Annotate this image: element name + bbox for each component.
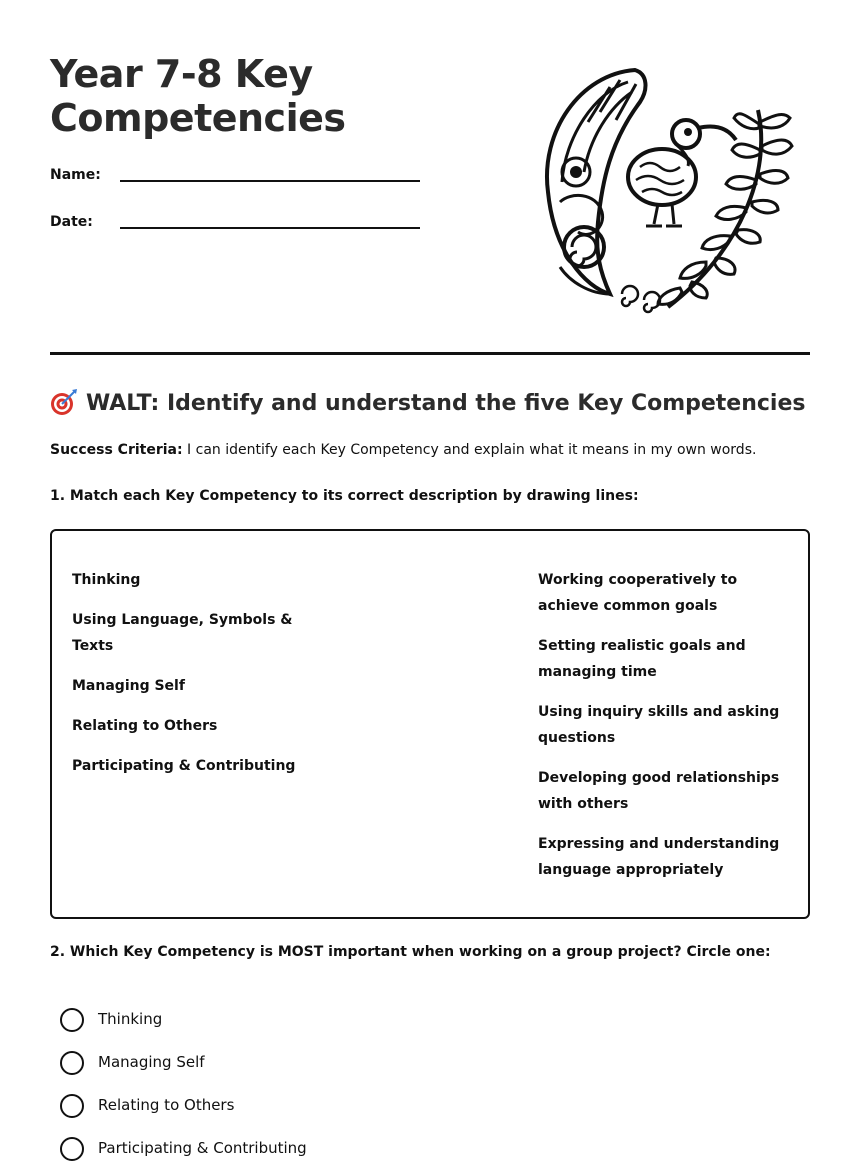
competency-item[interactable]: Participating & Contributing [72,758,296,774]
competency-item[interactable]: Managing Self [72,678,185,694]
radio-circle-icon[interactable] [60,1008,84,1032]
description-column [538,567,788,897]
success-criteria [50,440,756,460]
worksheet-page [50,0,810,1157]
competency-column [72,567,312,793]
page-title [50,52,346,140]
title-line-2: Competencies [50,96,346,140]
option-label: Thinking [98,1010,163,1028]
option-label: Participating & Contributing [98,1139,307,1157]
walt-heading [50,388,806,420]
matching-box [50,529,810,919]
success-criteria-text: I can identify each Key Competency and explain what it means in my own words. [182,442,757,458]
radio-circle-icon[interactable] [60,1051,84,1075]
maori-kiwi-fern-emblem-icon [540,62,800,318]
description-item[interactable]: Expressing and understanding language appropriately [538,836,780,878]
name-line[interactable] [120,180,420,182]
date-field[interactable] [50,213,420,237]
walt-text: WALT: Identify and understand the five Key Competencies [86,391,806,416]
description-item[interactable]: Working cooperatively to achieve common goals [538,572,738,614]
competency-item[interactable]: Thinking [72,572,141,588]
competency-item[interactable]: Relating to Others [72,718,218,734]
title-line-1: Year 7-8 Key [50,52,313,96]
description-item[interactable]: Developing good relationships with others [538,770,780,812]
competency-item[interactable]: Using Language, Symbols & Texts [72,612,293,654]
question-1-prompt: 1. Match each Key Competency to its correct description by drawing lines: [50,488,639,504]
option-label: Relating to Others [98,1096,235,1114]
success-criteria-label: Success Criteria: [50,442,183,458]
date-label: Date: [50,214,93,230]
worksheet-header [50,0,810,355]
option-label: Managing Self [98,1053,205,1071]
radio-circle-icon[interactable] [60,1094,84,1118]
question-2-prompt: 2. Which Key Competency is MOST important when working on a group project? Circle one: [50,944,771,960]
date-line[interactable] [120,227,420,229]
radio-circle-icon[interactable] [60,1137,84,1161]
name-label: Name: [50,167,101,183]
name-field[interactable] [50,166,420,190]
description-item[interactable]: Setting realistic goals and managing time [538,638,746,680]
target-icon [50,388,78,416]
description-item[interactable]: Using inquiry skills and asking questions [538,704,780,746]
